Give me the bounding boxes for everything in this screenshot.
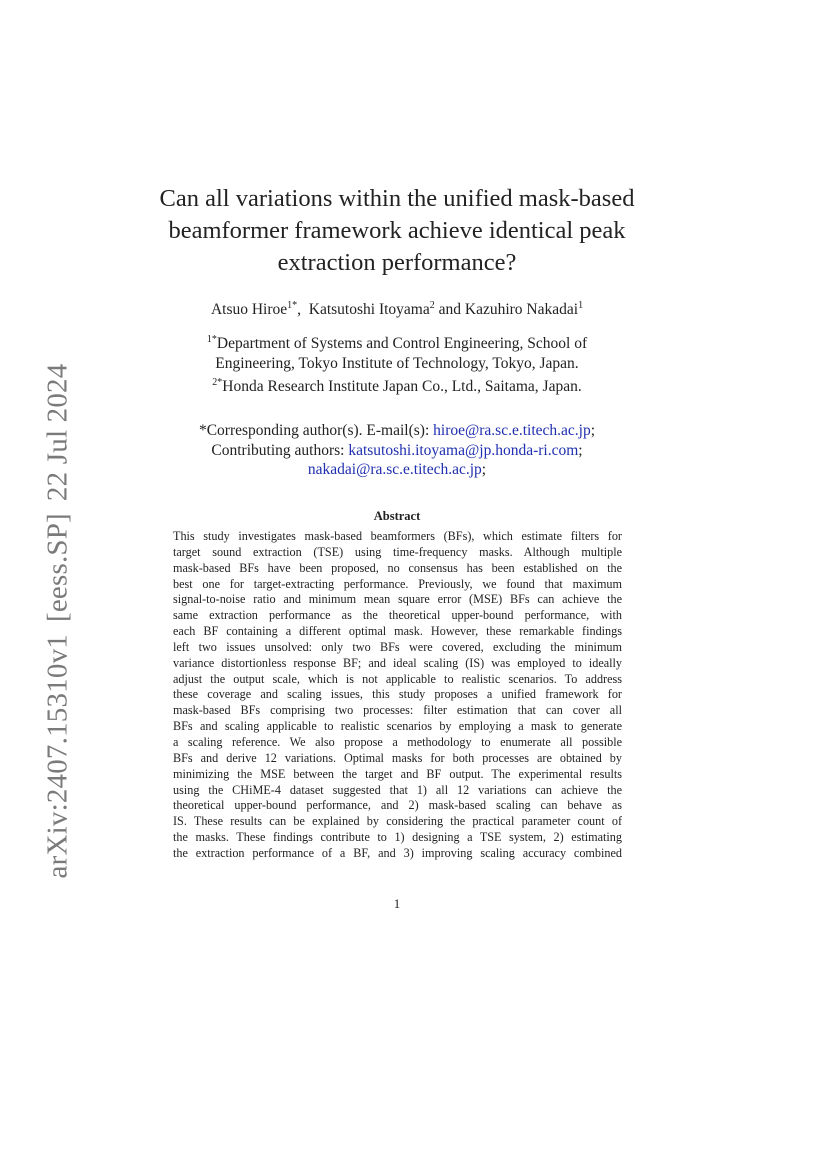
author-list xyxy=(0,300,794,319)
abstract-line: signal-to-noise ratio and minimum mean square error (MSE) BFs can achieve the xyxy=(173,592,622,607)
page-number: 1 xyxy=(393,896,401,911)
abstract-line: theoretical upper-bound performance, and 2) mask-based scaling can behave as xyxy=(173,798,622,813)
contributing-authors-line-2: nakadai@ra.sc.e.titech.ac.jp; xyxy=(307,461,487,478)
arxiv-id: arXiv:2407.15310v1 xyxy=(41,634,74,879)
title-line: extraction performance? xyxy=(277,249,517,276)
abstract-line: BFs and scaling applicable to realistic scenarios by employing a mask to generate xyxy=(173,719,622,734)
abstract-line: adjust the output scale, which is not applicable to realistic scenarios. To address xyxy=(173,671,622,686)
contributing-email-link[interactable]: katsutoshi.itoyama@jp.honda-ri.com xyxy=(348,441,579,459)
abstract-line: using the CHiME-4 dataset suggested that 1) all 12 variations can achieve the xyxy=(173,782,622,797)
title-line: Can all variations within the unified mask-based xyxy=(159,185,635,212)
contributing-label: Contributing authors: xyxy=(211,441,345,459)
author-affiliation-mark: 2 xyxy=(429,300,435,311)
abstract-line: minimizing the MSE between the target and BF output. The experimental results xyxy=(173,766,622,781)
abstract-line: best one for target-extracting performance. Previously, we found that maximum xyxy=(173,576,622,591)
abstract-body xyxy=(173,529,622,862)
abstract-line: BFs and derive 12 variations. Optimal masks for both processes are obtained by xyxy=(173,750,622,765)
affiliation-mark: 1* xyxy=(206,334,217,345)
abstract-line: variance distortionless response BF; and ideal scaling (IS) was employed to ideally xyxy=(173,655,622,670)
abstract-line: each BF containing a different optimal mask. However, these remarkable findings xyxy=(173,624,622,639)
author-affiliation-mark: 1 xyxy=(578,300,584,311)
author-name: Atsuo Hiroe xyxy=(210,301,288,319)
affiliations xyxy=(0,330,794,397)
affiliation-2: $^{2*}$Honda Research Institute Japan Co., Ltd., Saitama, Japan. xyxy=(212,377,582,396)
arxiv-category: [eess.SP] xyxy=(41,513,74,623)
abstract-line: mask-based BFs have been proposed, no consensus has been established on the xyxy=(173,560,622,575)
abstract-line: This study investigates mask-based beamformers (BFs), which estimate filters for xyxy=(173,529,622,543)
abstract-line: IS. These results can be explained by considering the practical parameter count of xyxy=(173,814,622,829)
abstract-line: the masks. These findings contribute to 1) designing a TSE system, 2) estimating xyxy=(173,830,622,845)
author-affiliation-mark: 1* xyxy=(287,300,298,311)
contributing-email-link[interactable]: nakadai@ra.sc.e.titech.ac.jp xyxy=(307,461,482,478)
corresponding-label: *Corresponding author(s). E-mail(s): xyxy=(198,422,430,439)
abstract-line: left two issues unsolved: only two BFs were covered, excluding the minimum xyxy=(173,639,622,654)
abstract-line: mask-based BFs comprising two processes: filter estimation that can cover all xyxy=(173,703,622,718)
contact-info xyxy=(0,421,794,480)
paper-title xyxy=(140,183,654,279)
arxiv-date: 22 Jul 2024 xyxy=(41,363,74,502)
author-name: Kazuhiro Nakadai xyxy=(464,301,579,319)
abstract-line: the extraction performance of a BF, and 3) improving scaling accuracy combined xyxy=(173,845,622,860)
abstract-line: target sound extraction (TSE) using time-frequency masks. Although multiple xyxy=(173,544,622,559)
author-conjunction: and xyxy=(438,301,461,319)
abstract-line: same extraction performance as the theoretical upper-bound performance, with xyxy=(173,608,622,623)
author-separator: , xyxy=(297,301,302,319)
affiliation-1-line-1: $^{1*}$Department of Systems and Control Engineering, School of xyxy=(206,334,588,353)
author-name: Katsutoshi Itoyama xyxy=(308,301,430,319)
abstract-line: a scaling reference. We also propose a methodology to enumerate all possible xyxy=(173,734,622,749)
contributing-authors-line: Contributing authors: katsutoshi.itoyama@jp.honda-ri.com; xyxy=(211,441,583,459)
abstract-line: these coverage and scaling issues, this study proposes a unified framework for xyxy=(173,687,622,702)
corresponding-author-line: *Corresponding author(s). E-mail(s): hiroe@ra.sc.e.titech.ac.jp; xyxy=(198,422,596,439)
affiliation-1-line-2: Engineering, Tokyo Institute of Technology, Tokyo, Japan. xyxy=(215,354,579,372)
title-line: beamformer framework achieve identical peak xyxy=(168,217,626,244)
affiliation-mark: 2* xyxy=(212,377,223,389)
corresponding-email-link[interactable]: hiroe@ra.sc.e.titech.ac.jp xyxy=(433,422,591,439)
abstract-heading: Abstract xyxy=(373,509,421,523)
